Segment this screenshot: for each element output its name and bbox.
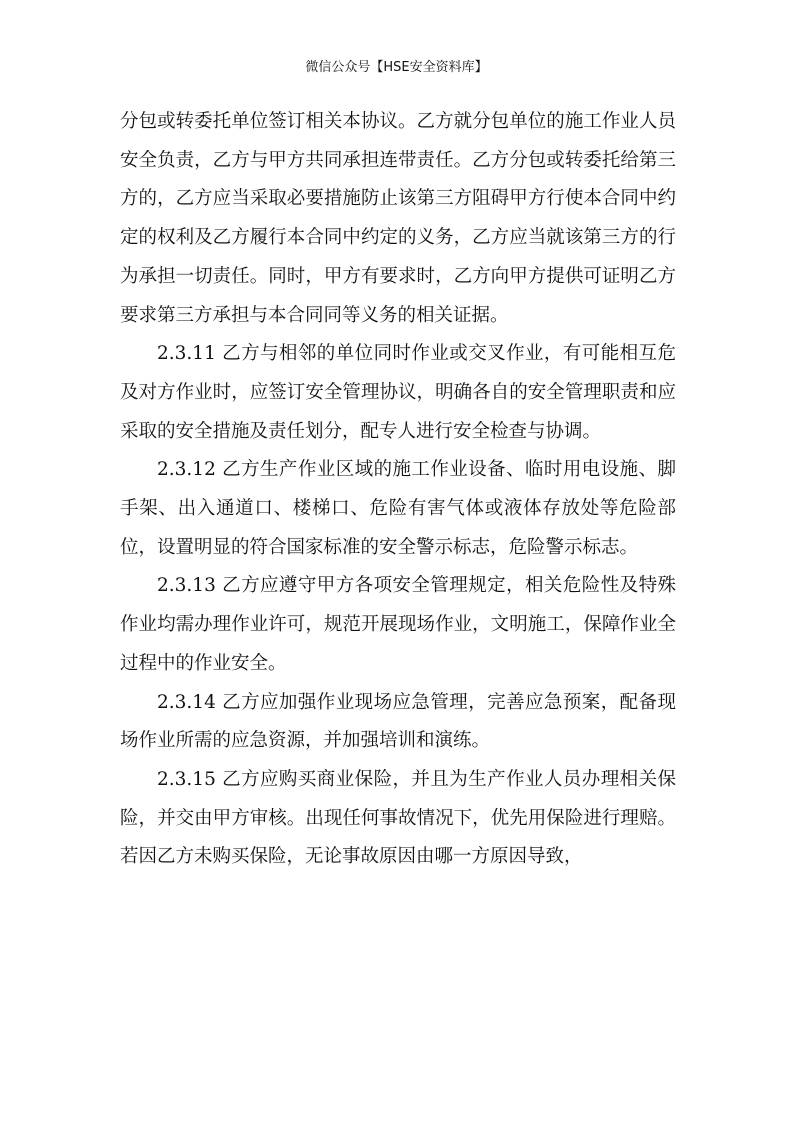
page-header: 微信公众号【HSE安全资料库】 [305,60,488,75]
clause-2-3-11: 2.3.11 乙方与相邻的单位同时作业或交叉作业，有可能相互危及对方作业时，应签订安全管理协议，明确各自的安全管理职责和应采取的安全措施及责任划分，配专人进行安全检查与协调。 [120,343,676,442]
clause-2-3-12: 2.3.12 乙方生产作业区域的施工作业设备、临时用电设施、脚手架、出入通道口、楼梯口、危险有害气体或液体存放处等危险部位，设置明显的符合国家标准的安全警示标志，危险警示标志。 [120,459,676,558]
paragraph-continuation: 分包或转委托单位签订相关本协议。乙方就分包单位的施工作业人员安全负责，乙方与甲方共同承担连带责任。乙方分包或转委托给第三方的，乙方应当采取必要措施防止该第三方阻碍甲方行使本合同中约定的权利及乙方履行本合同中约定的义务，乙方应当就该第三方的行为承担一切责任。同时，甲方有要求时，乙方向甲方提供可证明乙方要求第三方承担与本合同同等义务的相关证据。 [120,111,676,326]
clause-2-3-13: 2.3.13 乙方应遵守甲方各项安全管理规定，相关危险性及特殊作业均需办理作业许可，规范开展现场作业，文明施工，保障作业全过程中的作业安全。 [120,575,676,674]
clause-2-3-14: 2.3.14 乙方应加强作业现场应急管理，完善应急预案，配备现场作业所需的应急资源，并加强培训和演练。 [120,691,676,752]
document-body [120,103,676,877]
clause-2-3-15: 2.3.15 乙方应购买商业保险，并且为生产作业人员办理相关保险，并交由甲方审核。出现任何事故情况下，优先用保险进行理赔。若因乙方未购买保险，无论事故原因由哪一方原因导致， [120,768,676,868]
